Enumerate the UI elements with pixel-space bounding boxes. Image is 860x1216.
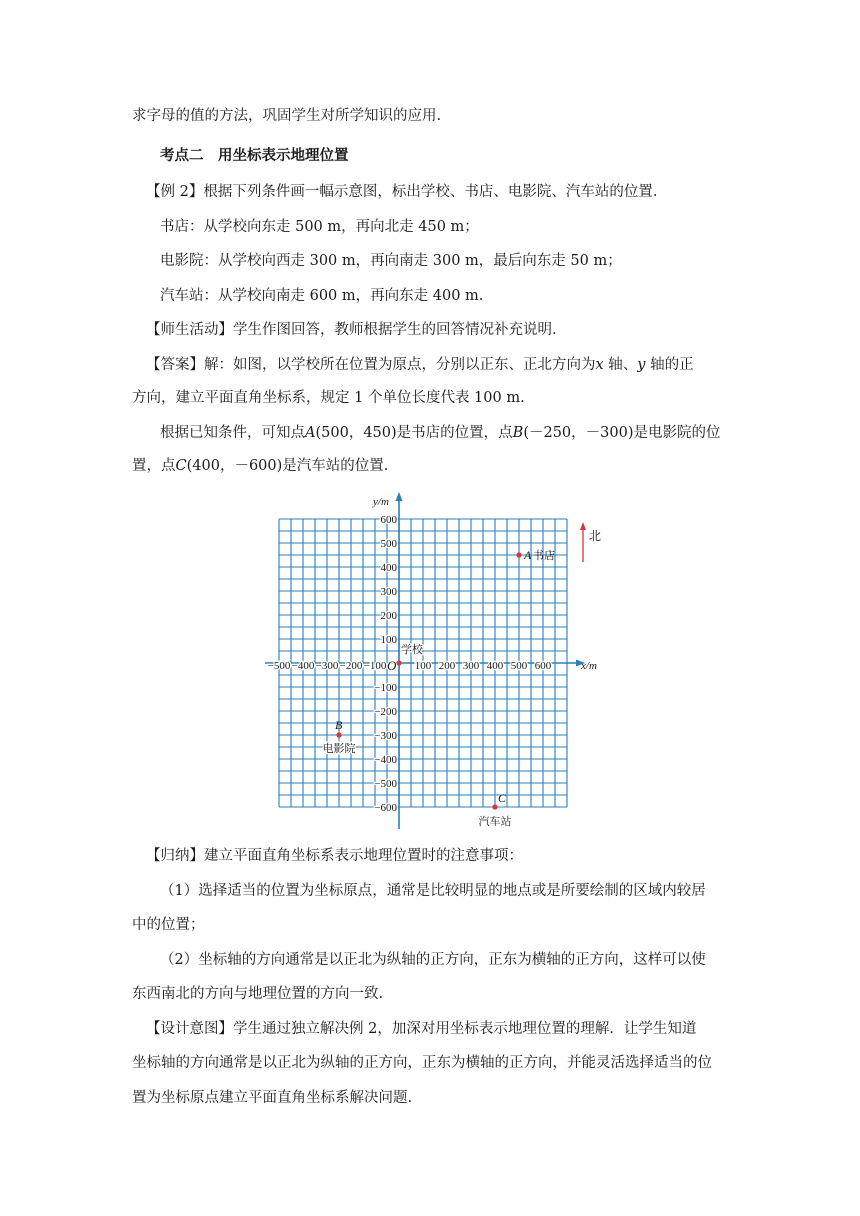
point-b-var: B <box>512 425 524 441</box>
activity-tag: 【师生活动】 <box>146 322 233 338</box>
x-tick-label: −500 <box>267 660 291 672</box>
y-tick-label: −400 <box>374 754 397 766</box>
summary-text: 建立平面直角坐标系表示地理位置时的注意事项： <box>204 848 523 864</box>
x-tick-label: 200 <box>438 660 456 672</box>
x-tick-label: 400 <box>486 660 504 672</box>
origin-name: 学校 <box>401 644 423 656</box>
answer-text-3c-rest: 置，点 <box>132 458 176 474</box>
x-tick-label: 500 <box>510 660 528 672</box>
answer-text-1a: 解：如图，以学校所在位置为原点，分别以正东、正北方向为 <box>204 357 596 373</box>
north-label: 北 <box>589 529 602 543</box>
y-tick-label: −300 <box>374 730 397 742</box>
summary-item-2b: 东西南北的方向与地理位置的方向一致. <box>132 986 384 1002</box>
origin-point <box>396 660 401 665</box>
design-tag: 【设计意图】 <box>146 1021 233 1037</box>
answer-text-1b: 轴、 <box>608 357 638 373</box>
x-tick-label: 600 <box>534 660 552 672</box>
y-tick-label: −200 <box>374 706 397 718</box>
answer-text-3a: 根据已知条件，可知点 <box>160 425 305 441</box>
x-tick-label: 300 <box>462 660 480 672</box>
point-a-name: 书店 <box>533 550 555 562</box>
design-line-3: 置为坐标原点建立平面直角坐标系解决问题. <box>132 1090 413 1106</box>
answer-tag: 【答案】 <box>146 357 204 373</box>
y-tick-label: 600 <box>380 514 397 526</box>
answer-text-3d: (400，－600)是汽车站的位置. <box>186 458 389 474</box>
point-b-name: 电影院 <box>322 743 356 755</box>
point-a-letter: A <box>524 548 532 562</box>
y-tick-label: −500 <box>374 778 397 790</box>
y-tick-label: 400 <box>380 562 397 574</box>
y-tick-label: −600 <box>374 802 397 814</box>
x-tick-label: 100 <box>414 660 432 672</box>
activity-paragraph <box>146 320 557 340</box>
answer-text-3b: (500，450)是书店的位置，点 <box>315 425 513 441</box>
design-line-1 <box>146 1019 696 1039</box>
answer-line-3 <box>160 423 720 443</box>
y-tick-label: −100 <box>374 682 397 694</box>
answer-text-3c-partial: (－250，－300)是电影院的位 <box>523 425 721 441</box>
north-arrow-icon <box>580 522 586 530</box>
x-axis-label: x/m <box>581 660 597 672</box>
point-c-letter: C <box>498 791 507 805</box>
answer-line-2: 方向，建立平面直角坐标系，规定 1 个单位长度代表 100 m. <box>132 390 525 406</box>
point-a-var: A <box>305 425 316 441</box>
design-line-2: 坐标轴的方向通常是以正北为纵轴的正方向，正东为横轴的正方向，并能灵活选择适当的位 <box>132 1055 712 1071</box>
y-var: y <box>637 357 646 373</box>
coordinate-figure <box>256 478 602 828</box>
activity-text: 学生作图回答，教师根据学生的回答情况补充说明. <box>233 322 557 338</box>
x-var: x <box>595 357 604 373</box>
summary-paragraph <box>146 846 523 866</box>
point-c <box>492 804 497 809</box>
y-axis-arrow-icon <box>396 492 403 501</box>
point-c-var: C <box>175 458 187 474</box>
summary-item-1b: 中的位置； <box>132 917 205 933</box>
x-tick-label: −300 <box>315 660 339 672</box>
y-tick-label: 200 <box>380 610 397 622</box>
x-tick-label: −400 <box>291 660 315 672</box>
example-paragraph <box>146 182 657 202</box>
example-text: 根据下列条件画一幅示意图，标出学校、书店、电影院、汽车站的位置. <box>203 184 658 200</box>
answer-text-1c: 轴的正 <box>650 357 694 373</box>
answer-line-1 <box>146 355 694 375</box>
bookstore-condition: 书店：从学校向东走 500 m，再向北走 450 m； <box>160 219 479 235</box>
x-tick-label: −200 <box>339 660 363 672</box>
y-tick-label: 500 <box>380 538 397 550</box>
summary-tag: 【归纳】 <box>146 848 204 864</box>
design-text-1: 学生通过独立解决例 2，加深对用坐标表示地理位置的理解．让学生知道 <box>233 1021 697 1037</box>
y-axis-label: y/m <box>373 496 389 508</box>
point-b-letter: B <box>335 718 343 732</box>
section-heading: 考点二 用坐标表示地理位置 <box>160 148 349 164</box>
point-b <box>336 732 341 737</box>
y-tick-label: 100 <box>380 634 397 646</box>
point-a <box>516 552 521 557</box>
summary-item-1a: （1）选择适当的位置为坐标原点，通常是比较明显的地点或是所要绘制的区域内较居 <box>160 883 706 899</box>
summary-item-2a: （2）坐标轴的方向通常是以正北为纵轴的正方向，正东为横轴的正方向，这样可以使 <box>160 952 706 968</box>
y-tick-label: 300 <box>380 586 397 598</box>
example-tag: 【例 2】 <box>146 184 204 200</box>
answer-line-4 <box>132 456 388 476</box>
intro-paragraph-end: 求字母的值的方法，巩固学生对所学知识的应用. <box>132 108 442 124</box>
cinema-condition: 电影院：从学校向西走 300 m，再向南走 300 m，最后向东走 50 m； <box>160 253 622 269</box>
x-tick-label: −100 <box>363 660 387 672</box>
origin-label: O <box>387 658 397 673</box>
busstation-condition: 汽车站：从学校向南走 600 m，再向东走 400 m. <box>160 288 484 304</box>
point-c-name: 汽车站 <box>478 816 512 828</box>
